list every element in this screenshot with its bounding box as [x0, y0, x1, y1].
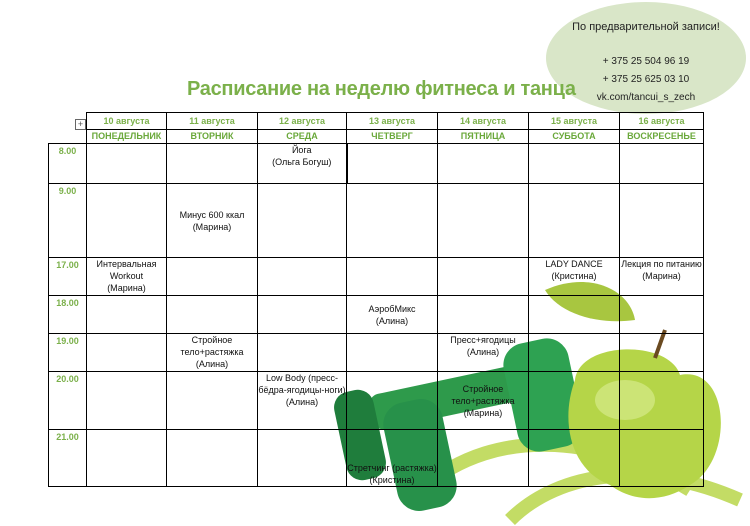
dates-row [49, 113, 704, 130]
schedule-cell [438, 184, 529, 258]
phone-1: + 375 25 504 96 19 [602, 56, 690, 67]
date-header: 13 августа [347, 113, 438, 130]
page-title: Расписание на неделю фитнеса и танца [187, 78, 576, 100]
schedule-cell [347, 334, 438, 372]
class-cell [438, 372, 529, 430]
schedule-cell [620, 296, 704, 334]
time-row [49, 258, 704, 296]
class-cell [529, 258, 620, 296]
schedule-cell [258, 334, 347, 372]
schedule-cell [87, 296, 167, 334]
schedule-cell [347, 372, 438, 430]
contact-note: По предварительной записи! [572, 21, 720, 33]
schedule-cell [87, 372, 167, 430]
class-coach: (Алина) [195, 359, 229, 369]
days-row [49, 130, 704, 144]
class-name: Интервальная Workout [96, 259, 157, 281]
class-name: Лекция по питанию [621, 259, 702, 269]
class-cell [347, 296, 438, 334]
class-cell [438, 334, 529, 372]
schedule-cell [87, 430, 167, 487]
time-row [49, 334, 704, 372]
time-label: 19.00 [49, 334, 87, 372]
schedule-cell [87, 184, 167, 258]
date-header: 11 августа [167, 113, 258, 130]
time-label: 8.00 [49, 144, 87, 184]
class-name: Low Body (пресс-бёдра-ягодицы-ноги) [258, 373, 346, 395]
time-row [49, 296, 704, 334]
schedule-cell [167, 258, 258, 296]
class-cell [167, 334, 258, 372]
schedule-cell [529, 430, 620, 487]
class-cell [87, 258, 167, 296]
schedule-cell [438, 296, 529, 334]
schedule-cell [620, 184, 704, 258]
schedule-cell [529, 334, 620, 372]
date-header: 10 августа [87, 113, 167, 130]
day-header: СРЕДА [258, 130, 347, 144]
schedule-cell [529, 372, 620, 430]
schedule-cell [620, 430, 704, 487]
schedule-cell [167, 296, 258, 334]
class-coach: (Марина) [192, 221, 232, 232]
day-header: ЧЕТВЕРГ [347, 130, 438, 144]
time-label: 17.00 [49, 258, 87, 296]
class-coach: (Марина) [642, 271, 681, 281]
day-header: ПЯТНИЦА [438, 130, 529, 144]
class-name: Пресс+ягодицы [450, 335, 516, 345]
day-header: ПОНЕДЕЛЬНИК [87, 130, 167, 144]
social-link[interactable]: vk.com/tancui_s_zech [596, 92, 696, 103]
class-coach: (Алина) [466, 347, 500, 357]
class-name: Стройное тело+растяжка [451, 383, 515, 406]
schedule-cell [87, 144, 167, 184]
class-coach: (Кристина) [369, 475, 415, 485]
schedule-cell [438, 144, 529, 184]
day-header: СУББОТА [529, 130, 620, 144]
class-coach: (Кристина) [551, 271, 597, 281]
class-coach: (Алина) [285, 397, 319, 407]
time-row [49, 372, 704, 430]
schedule-cell [258, 184, 347, 258]
class-cell [258, 144, 347, 184]
date-header: 14 августа [438, 113, 529, 130]
schedule-cell [529, 296, 620, 334]
schedule-cell [438, 430, 529, 487]
schedule-cell [167, 372, 258, 430]
schedule-cell [347, 184, 438, 258]
schedule-cell [87, 334, 167, 372]
class-coach: (Марина) [107, 283, 146, 293]
table-move-handle-icon[interactable]: + [75, 119, 86, 130]
day-header: ВТОРНИК [167, 130, 258, 144]
phone-2: + 375 25 625 03 10 [602, 74, 690, 85]
time-label: 18.00 [49, 296, 87, 334]
class-coach: (Алина) [375, 315, 409, 326]
schedule-cell [620, 372, 704, 430]
time-label: 21.00 [49, 430, 87, 487]
schedule-cell [620, 144, 704, 184]
date-header: 16 августа [620, 113, 704, 130]
class-coach: (Марина) [463, 407, 503, 418]
schedule-cell [347, 144, 438, 184]
schedule-cell [167, 144, 258, 184]
day-header: ВОСКРЕСЕНЬЕ [620, 130, 704, 144]
class-name: LADY DANCE [545, 259, 603, 269]
schedule-cell [529, 184, 620, 258]
schedule-cell [258, 296, 347, 334]
contact-bubble [546, 2, 746, 114]
date-header: 15 августа [529, 113, 620, 130]
schedule-table [48, 112, 704, 487]
schedule-cell [438, 258, 529, 296]
time-row [49, 430, 704, 487]
class-name: Стройное тело+растяжка [180, 335, 244, 357]
class-name: Стретчинг (растяжка) [347, 463, 437, 473]
class-cell [620, 258, 704, 296]
class-name: Йога [291, 145, 312, 155]
schedule-cell [258, 258, 347, 296]
class-name: Минус 600 ккал [179, 209, 245, 220]
time-row [49, 144, 704, 184]
time-label: 9.00 [49, 184, 87, 258]
time-label: 20.00 [49, 372, 87, 430]
schedule-cell [529, 144, 620, 184]
class-coach: (Ольга Богуш) [272, 157, 332, 167]
date-header: 12 августа [258, 113, 347, 130]
schedule-cell [258, 430, 347, 487]
class-name: АэробМикс [368, 303, 416, 314]
class-cell [347, 430, 438, 487]
class-cell [167, 184, 258, 258]
class-cell [258, 372, 347, 430]
time-row [49, 184, 704, 258]
schedule-cell [347, 258, 438, 296]
schedule-cell [167, 430, 258, 487]
schedule-cell [620, 334, 704, 372]
